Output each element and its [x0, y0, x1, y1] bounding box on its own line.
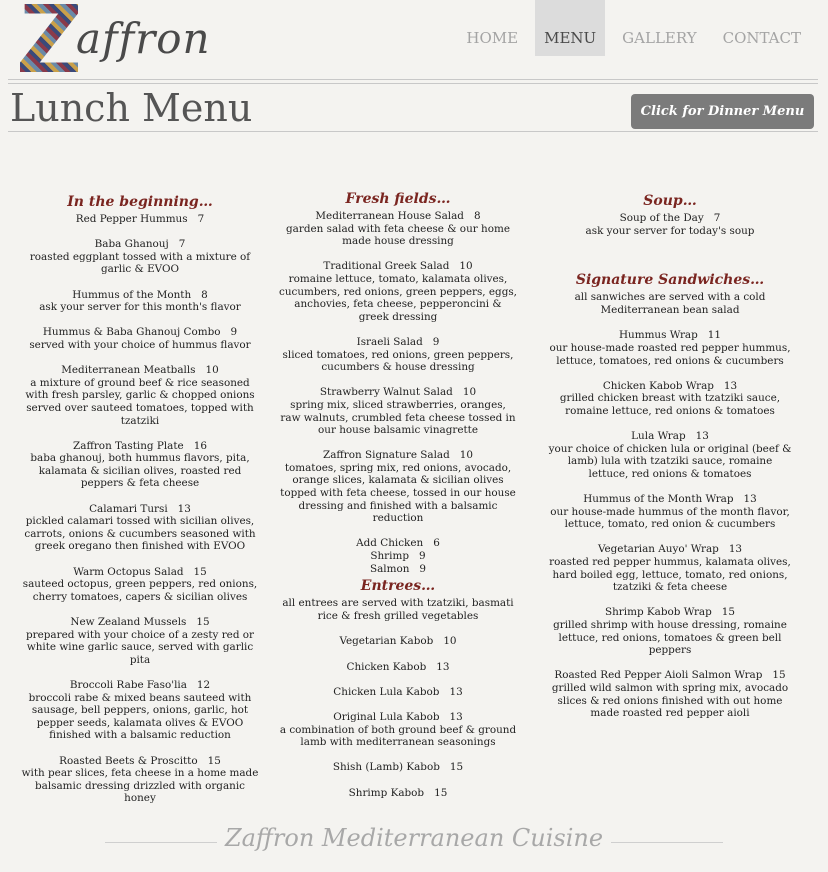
menu-item [279, 449, 517, 525]
menu-item-desc: grilled wild salmon with spring mix, avocado slices & red onions finished with out home made roasted red pepper aioli [551, 682, 789, 720]
menu-item [279, 210, 517, 248]
menu-item-name: Mediterranean Meatballs 10 [61, 364, 219, 377]
section-sandwiches [548, 329, 792, 719]
menu-item [548, 669, 792, 719]
menu-item-name: Chicken Lula Kabob 13 [333, 685, 463, 698]
menu-item [548, 543, 792, 593]
page-title: Lunch Menu [10, 86, 253, 130]
menu-item-desc: our house-made hummus of the month flavor, lettuce, tomato, red onion & cucumbers [550, 505, 790, 531]
site-logo[interactable] [20, 4, 211, 76]
menu-item-desc: ask your server for today's soup [585, 224, 755, 237]
menu-item-price: 10 [462, 386, 477, 399]
menu-item-price: 13 [695, 430, 709, 443]
menu-item-price: 10 [205, 364, 219, 377]
menu-item-name: Broccoli Rabe Faso'lia 12 [69, 678, 211, 691]
section-title-fresh: Fresh fields… [345, 191, 451, 207]
menu-item [18, 440, 262, 490]
menu-item-name: Zaffron Signature Salad 10 [323, 449, 473, 462]
menu-item-price: 9 [432, 335, 440, 348]
menu-item [18, 238, 262, 276]
menu-item [279, 761, 517, 774]
section-title-beginning: In the beginning… [67, 194, 213, 210]
menu-column-middle [279, 190, 517, 812]
menu-item-desc: roasted eggplant tossed with a mixture of garlic & EVOO [29, 250, 251, 276]
menu-item-desc: pickled calamari tossed with sicilian olives, carrots, onions & cucumbers seasoned with greek oregano then finished with EVOO [24, 515, 256, 553]
header-divider-2 [8, 83, 818, 84]
menu-item-price: 15 [721, 606, 735, 619]
menu-item [18, 289, 262, 314]
nav-menu[interactable]: MENU [535, 0, 605, 56]
menu-item [279, 635, 517, 648]
dinner-menu-button[interactable]: Click for Dinner Menu [631, 94, 814, 129]
menu-item-name: Chicken Kabob 13 [346, 660, 450, 673]
menu-item-price: 15 [434, 786, 448, 799]
menu-item-desc: our house-made roasted red pepper hummus, lettuce, tomatoes, red onions & cucumbers [549, 341, 791, 367]
menu-item [18, 566, 262, 604]
menu-item-price: 8 [201, 288, 208, 301]
menu-item-price: 15 [449, 761, 464, 774]
menu-item-price: 15 [772, 669, 786, 682]
footer-title: Zaffron Mediterranean Cuisine [217, 824, 611, 852]
menu-item [18, 503, 262, 553]
menu-item-price: 15 [193, 565, 207, 578]
menu-item-name: Shrimp Kabob 15 [348, 786, 448, 799]
addon-item: Add Chicken 6 [356, 537, 440, 550]
menu-item [18, 679, 262, 742]
menu-item [279, 336, 517, 374]
menu-item-desc: prepared with your choice of a zesty red or white wine garlic sauce, served with garlic pita [25, 628, 255, 666]
menu-item-desc: spring mix, sliced strawberries, oranges, raw walnuts, crumbled feta cheese tossed in our house balsamic vinagrette [280, 398, 516, 437]
menu-item-desc: sauteed octopus, green peppers, red onions, cherry tomatoes, capers & sicilian olives [22, 578, 258, 603]
menu-item-desc: romaine lettuce, tomato, kalamata olives, cucumbers, red onions, green peppers, eggs, anchovies, feta cheese, pepperoncini & greek dressing [279, 272, 517, 323]
menu-item-price: 15 [196, 616, 210, 628]
main-nav [449, 0, 828, 56]
section-title-sandwiches: Signature Sandwiches… [575, 272, 765, 289]
menu-item [279, 386, 517, 436]
nav-gallery[interactable]: GALLERY [622, 29, 697, 47]
menu-item-name: Warm Octopus Salad 15 [73, 565, 207, 578]
menu-item-name: Roasted Beets & Proscitto 15 [59, 754, 221, 767]
addon-item: Shrimp 9 [370, 550, 426, 563]
menu-item-name: Mediterranean House Salad 8 [315, 210, 481, 222]
salad-addons [279, 537, 517, 575]
section-fresh [279, 210, 517, 525]
menu-item-price: 13 [177, 502, 191, 515]
menu-item [18, 364, 262, 427]
menu-item-name: Zaffron Tasting Plate 16 [73, 439, 207, 452]
menu-item-desc: tomatoes, spring mix, red onions, avocado, orange slices, kalamata & sicilian olives topped with feta cheese, tossed in our house dressing and finished with a balsamic reduction [280, 461, 516, 525]
menu-item-name: Shrimp Kabob Wrap 15 [605, 606, 735, 619]
section-soup [548, 212, 792, 237]
section-beginning [18, 213, 262, 805]
menu-item-name: Shish (Lamb) Kabob 15 [332, 761, 464, 774]
section-title-entrees: Entrees… [360, 578, 436, 595]
menu-item-name: Hummus of the Month 8 [72, 288, 208, 301]
menu-item-desc: grilled chicken breast with tzatziki sauce, romaine lettuce, red onions & tomatoes [559, 392, 781, 417]
menu-item-price: 13 [436, 660, 450, 673]
menu-item [279, 711, 517, 749]
entrees-note: all entrees are served with tzatziki, basmati rice & fresh grilled vegetables [282, 597, 514, 622]
nav-contact[interactable]: CONTACT [722, 29, 801, 47]
menu-item-desc: a combination of both ground beef & ground lamb with mediterranean seasonings [279, 723, 517, 749]
menu-column-right [548, 192, 792, 732]
menu-item-price: 13 [723, 379, 738, 392]
menu-item-desc: sliced tomatoes, red onions, green peppers, cucumbers & house dressing [282, 348, 514, 374]
menu-item-price: 15 [207, 754, 221, 767]
menu-item-desc: ask your server for this month's flavor [39, 301, 241, 314]
logo-z-mosaic [20, 4, 78, 72]
menu-column-left [18, 193, 262, 818]
title-divider [8, 131, 818, 132]
menu-item-name: Strawberry Walnut Salad 10 [319, 386, 477, 399]
menu-item-price: 10 [459, 260, 473, 273]
menu-item [548, 430, 792, 480]
menu-item-price: 11 [707, 329, 722, 342]
menu-item [18, 213, 262, 226]
menu-item-desc: broccoli rabe & mixed beans sauteed with sausage, bell peppers, onions, garlic, hot pepper seeds, kalamata olives & EVOO finished with a balsamic reduction [28, 691, 252, 742]
menu-item-price: 7 [178, 238, 186, 251]
menu-item-name: Roasted Red Pepper Aioli Salmon Wrap 15 [554, 669, 786, 682]
menu-item [548, 329, 792, 367]
section-title-soup: Soup… [643, 193, 697, 209]
menu-item-desc: a mixture of ground beef & rice seasoned with fresh parsley, garlic & chopped onions served over sauteed tomatoes, topped with tzatziki [25, 376, 255, 427]
footer [0, 824, 828, 852]
menu-item-name: Hummus Wrap 11 [618, 329, 722, 342]
menu-item-name: Baba Ghanouj 7 [94, 238, 186, 251]
section-entrees [279, 635, 517, 799]
menu-item-price: 10 [443, 635, 457, 648]
menu-item-name: Vegetarian Auyo' Wrap 13 [597, 543, 743, 556]
menu-item [548, 212, 792, 237]
menu-item-name: Chicken Kabob Wrap 13 [602, 379, 738, 392]
menu-item-name: Lula Wrap 13 [631, 430, 709, 443]
menu-item [279, 661, 517, 674]
menu-item-price: 13 [449, 710, 463, 723]
header-divider [8, 79, 818, 80]
menu-item [18, 326, 262, 351]
menu-item-name: Red Pepper Hummus 7 [75, 213, 205, 225]
menu-item-name: Soup of the Day 7 [619, 212, 721, 224]
menu-item-name: New Zealand Mussels 15 [70, 616, 210, 628]
menu-item-desc: roasted red pepper hummus, kalamata olives, hard boiled egg, lettuce, tomato, red onions, tzatziki & feta cheese [549, 556, 791, 594]
menu-item-price: 9 [230, 326, 238, 339]
menu-item-name: Vegetarian Kabob 10 [339, 635, 457, 648]
menu-item-name: Hummus & Baba Ghanouj Combo 9 [42, 326, 238, 339]
menu-item [279, 686, 517, 699]
menu-item-name: Traditional Greek Salad 10 [323, 260, 473, 273]
menu-item-price: 10 [459, 449, 473, 462]
menu-item [548, 606, 792, 656]
menu-item-price: 13 [728, 543, 743, 556]
menu-item [18, 616, 262, 666]
menu-item-desc: your choice of chicken lula or original (beef & lamb) lula with tzatziki sauce, romaine lettuce, red onions & tomatoes [548, 442, 792, 480]
menu-item-desc: baba ghanouj, both hummus flavors, pita, kalamata & sicilian olives, roasted red peppers & feta cheese [30, 452, 250, 490]
menu-item-name: Original Lula Kabob 13 [333, 710, 463, 723]
menu-item [279, 787, 517, 800]
menu-item-desc: garden salad with feta cheese & our home made house dressing [286, 222, 510, 248]
addon-item: Salmon 9 [369, 562, 427, 575]
menu-item-name: Israeli Salad 9 [356, 335, 440, 348]
nav-home[interactable]: HOME [466, 29, 519, 47]
menu-item-name: Hummus of the Month Wrap 13 [583, 493, 757, 506]
menu-item-price: 12 [196, 678, 211, 691]
menu-item [279, 260, 517, 323]
menu-item-desc: served with your choice of hummus flavor [29, 338, 251, 351]
menu-item-price: 7 [197, 213, 205, 225]
sandwiches-note: all sanwiches are served with a cold Mediterranean bean salad [574, 291, 766, 316]
menu-item [548, 493, 792, 531]
menu-item-price: 16 [193, 439, 207, 452]
menu-item-price: 8 [473, 210, 481, 222]
menu-item-price: 13 [449, 685, 463, 698]
menu-item-desc: with pear slices, feta cheese in a home made balsamic dressing drizzled with organic honey [21, 767, 259, 805]
menu-item-name: Calamari Tursi 13 [89, 502, 191, 515]
menu-item [18, 755, 262, 805]
menu-item [548, 380, 792, 418]
menu-item-price: 13 [743, 493, 757, 506]
menu-item-desc: grilled shrimp with house dressing, romaine lettuce, red onions, tomatoes & green bell peppers [553, 619, 787, 657]
logo-text: affron [76, 14, 211, 63]
menu-item-price: 7 [713, 212, 721, 224]
